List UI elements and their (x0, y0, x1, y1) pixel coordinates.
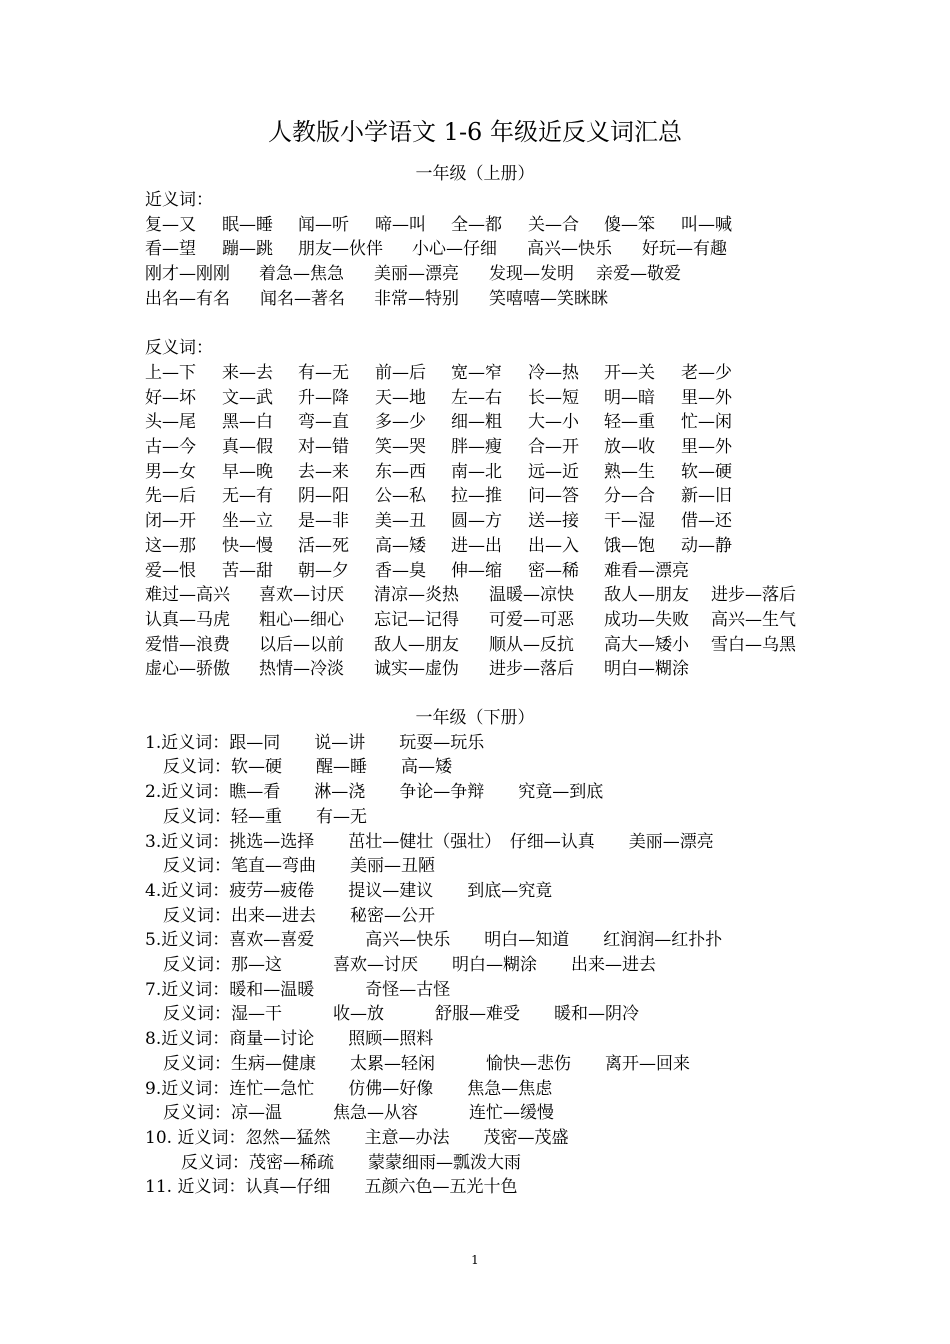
word-pair: 合—开 (528, 437, 579, 457)
word-pair: 饿—饱 (604, 535, 655, 556)
word-pair: 非常—特别 (374, 288, 459, 309)
antonym-entry: 反义词：出来—进去 秘密—公开 (163, 905, 435, 926)
word-pair: 喜欢—讨厌 (259, 585, 344, 606)
word-pair: 美丽—漂亮 (374, 264, 459, 285)
word-pair: 香—臭 (375, 560, 426, 581)
page-number: 1 (471, 1253, 479, 1267)
antonym-row (0, 559, 950, 584)
word-pair: 笑嘻嘻—笑眯眯 (489, 288, 608, 309)
antonym-label: 反义词： (145, 338, 213, 359)
word-pair: 干—湿 (604, 511, 655, 532)
synonym-row (0, 213, 950, 238)
word-pair: 升—降 (298, 387, 349, 408)
word-pair: 有—无 (298, 362, 349, 383)
word-pair: 伸—缩 (451, 560, 502, 581)
word-pair: 前—后 (375, 362, 426, 383)
word-pair: 宽—窄 (451, 362, 502, 383)
antonym-row (0, 410, 950, 435)
word-pair: 弯—直 (298, 412, 349, 433)
word-pair: 爱—恨 (145, 560, 196, 581)
word-pair: 冷—热 (528, 362, 579, 383)
word-pair: 长—短 (528, 387, 579, 408)
word-pair: 头—尾 (145, 412, 196, 433)
word-pair: 明—暗 (604, 387, 655, 408)
word-pair: 里—外 (681, 437, 732, 457)
word-pair: 忙—闲 (681, 412, 732, 433)
word-pair: 拉—推 (451, 486, 502, 507)
word-pair: 明白—糊涂 (604, 659, 689, 680)
word-pair: 先—后 (145, 486, 196, 507)
document-title: 人教版小学语文 1-6 年级近反义词汇总 (268, 118, 682, 146)
word-pair: 高大—矮小 (604, 634, 689, 655)
synonym-entry: 1.近义词：跟—同 说—讲 玩耍—玩乐 (145, 732, 485, 753)
antonym-row (0, 484, 950, 509)
word-pair: 粗心—细心 (259, 609, 344, 630)
antonym-entry: 反义词：那—这 喜欢—讨厌 明白—糊涂 出来—进去 (163, 955, 656, 975)
word-pair: 高兴—快乐 (527, 239, 612, 260)
antonym-row (0, 534, 950, 559)
word-pair: 真—假 (222, 437, 273, 457)
word-pair: 无—有 (222, 486, 273, 507)
word-pair: 男—女 (145, 461, 196, 482)
word-pair: 亲爱—敬爱 (596, 264, 681, 285)
synonym-row (0, 237, 950, 262)
antonym-row (0, 460, 950, 485)
antonym-entry: 反义词：凉—温 焦急—从容 连忙—缓慢 (163, 1103, 554, 1124)
antonym-row (0, 435, 950, 460)
antonym-entry: 反义词：笔直—弯曲 美丽—丑陋 (163, 856, 435, 877)
word-pair: 黑—白 (222, 412, 273, 433)
word-pair: 忘记—记得 (374, 609, 459, 630)
antonym-entry: 反义词：软—硬 醒—睡 高—矮 (163, 757, 452, 778)
word-pair: 全—都 (451, 214, 502, 235)
word-pair: 眠—睡 (222, 214, 273, 235)
word-pair: 笑—哭 (375, 437, 426, 457)
word-pair: 闻名—著名 (260, 288, 345, 309)
word-pair: 叫—喊 (681, 214, 732, 235)
synonym-entry: 3.近义词：挑选—选择 茁壮—健壮（强壮） 仔细—认真 美丽—漂亮 (145, 831, 714, 852)
word-pair: 蹦—跳 (222, 239, 273, 260)
antonym-row (0, 583, 950, 608)
word-pair: 着急—焦急 (259, 264, 344, 285)
word-pair: 出—入 (528, 535, 579, 556)
word-pair: 天—地 (375, 387, 426, 408)
word-pair: 进—出 (451, 535, 502, 556)
word-pair: 快—慢 (222, 535, 273, 556)
word-pair: 傻—笨 (604, 214, 655, 235)
word-pair: 软—硬 (681, 461, 732, 482)
antonym-row (0, 657, 950, 682)
word-pair: 闭—开 (145, 511, 196, 532)
word-pair: 闻—听 (298, 214, 349, 235)
word-pair: 高—矮 (375, 535, 426, 556)
word-pair: 送—接 (528, 511, 579, 532)
word-pair: 关—合 (528, 214, 579, 235)
word-pair: 南—北 (451, 461, 502, 482)
word-pair: 温暖—凉快 (489, 585, 574, 606)
antonym-row (0, 361, 950, 386)
synonym-row (0, 287, 950, 312)
word-pair: 胖—瘦 (451, 437, 502, 457)
word-pair: 借—还 (681, 511, 732, 532)
word-pair: 是—非 (298, 511, 349, 532)
synonym-label: 近义词： (145, 190, 213, 210)
word-pair: 清凉—炎热 (374, 585, 459, 606)
word-pair: 成功—失败 (604, 609, 689, 630)
word-pair: 去—来 (298, 461, 349, 482)
word-pair: 分—合 (604, 486, 655, 507)
antonym-entry: 反义词：生病—健康 太累—轻闲 愉快—悲伤 离开—回来 (163, 1053, 690, 1074)
word-pair: 放—收 (604, 437, 655, 457)
word-pair: 来—去 (222, 362, 273, 383)
word-pair: 认真—马虎 (145, 609, 230, 630)
synonym-entry: 5.近义词：喜欢—喜爱 高兴—快乐 明白—知道 红润润—红扑扑 (145, 930, 723, 951)
word-pair: 问—答 (528, 486, 579, 507)
word-pair: 开—关 (604, 362, 655, 383)
word-pair: 热情—冷淡 (259, 659, 344, 680)
word-pair: 活—死 (298, 535, 349, 556)
word-pair: 上—下 (145, 362, 196, 383)
word-pair: 出名—有名 (145, 288, 230, 309)
word-pair: 难看—漂亮 (604, 560, 689, 581)
word-pair: 远—近 (528, 461, 579, 482)
word-pair: 里—外 (681, 387, 732, 408)
word-pair: 东—西 (375, 461, 426, 482)
word-pair: 高兴—生气 (711, 609, 796, 630)
word-pair: 新—旧 (681, 486, 732, 507)
word-pair: 这—那 (145, 535, 196, 556)
word-pair: 以后—以前 (259, 634, 344, 655)
word-pair: 公—私 (375, 486, 426, 507)
word-pair: 刚才—刚刚 (145, 264, 230, 285)
word-pair: 敌人—朋友 (604, 585, 689, 606)
word-pair: 轻—重 (604, 412, 655, 433)
word-pair: 爱惜—浪费 (145, 634, 230, 655)
antonym-row (0, 386, 950, 411)
word-pair: 朝—夕 (298, 560, 349, 581)
word-pair: 看—望 (145, 239, 196, 260)
synonym-entry: 7.近义词：暖和—温暖 奇怪—古怪 (145, 979, 451, 1000)
word-pair: 动—静 (681, 535, 732, 556)
word-pair: 美—丑 (375, 511, 426, 532)
section-heading-grade1-upper: 一年级（上册） (415, 164, 535, 184)
synonym-entry: 9.近义词：连忙—急忙 仿佛—好像 焦急—焦虑 (145, 1078, 553, 1099)
word-pair: 敌人—朋友 (374, 634, 459, 655)
word-pair: 坐—立 (222, 511, 273, 532)
word-pair: 圆—方 (451, 511, 502, 532)
synonym-entry: 11. 近义词：认真—仔细 五颜六色—五光十色 (145, 1177, 518, 1198)
word-pair: 对—错 (298, 437, 349, 457)
word-pair: 发现—发明 (489, 264, 574, 285)
word-pair: 雪白—乌黑 (711, 634, 796, 655)
word-pair: 小心—仔细 (412, 239, 497, 260)
section-heading-grade1-lower: 一年级（下册） (415, 708, 535, 728)
antonym-row (0, 608, 950, 633)
word-pair: 诚实—虚伪 (374, 659, 459, 680)
synonym-entry: 4.近义词：疲劳—疲倦 提议—建议 到底—究竟 (145, 880, 553, 901)
word-pair: 可爱—可恶 (489, 609, 574, 630)
word-pair: 进步—落后 (489, 659, 574, 680)
word-pair: 朋友—伙伴 (298, 239, 383, 260)
word-pair: 阴—阳 (298, 486, 349, 507)
word-pair: 熟—生 (604, 461, 655, 482)
word-pair: 古—今 (145, 437, 196, 457)
word-pair: 老—少 (681, 362, 732, 383)
word-pair: 虚心—骄傲 (145, 659, 230, 680)
word-pair: 进步—落后 (711, 585, 796, 606)
antonym-entry: 反义词：茂密—稀疏 蒙蒙细雨—瓢泼大雨 (181, 1152, 521, 1173)
synonym-entry: 2.近义词：瞧—看 淋—浇 争论—争辩 究竟—到底 (145, 782, 604, 803)
word-pair: 早—晚 (222, 461, 273, 482)
antonym-row (0, 509, 950, 534)
word-pair: 好玩—有趣 (642, 239, 727, 260)
word-pair: 密—稀 (528, 560, 579, 581)
word-pair: 文—武 (222, 387, 273, 408)
synonym-entry: 8.近义词：商量—讨论 照顾—照料 (145, 1029, 434, 1050)
word-pair: 难过—高兴 (145, 585, 230, 606)
word-pair: 啼—叫 (375, 214, 426, 235)
word-pair: 细—粗 (451, 412, 502, 433)
word-pair: 多—少 (375, 412, 426, 433)
synonym-row (0, 262, 950, 287)
word-pair: 苦—甜 (222, 560, 273, 581)
word-pair: 顺从—反抗 (489, 634, 574, 655)
word-pair: 左—右 (451, 387, 502, 408)
word-pair: 大—小 (528, 412, 579, 433)
antonym-row (0, 633, 950, 658)
synonym-entry: 10. 近义词：忽然—猛然 主意—办法 茂密—茂盛 (145, 1127, 569, 1148)
word-pair: 复—又 (145, 214, 196, 235)
antonym-entry: 反义词：湿—干 收—放 舒服—难受 暖和—阴冷 (163, 1004, 639, 1025)
word-pair: 好—坏 (145, 387, 196, 408)
antonym-entry: 反义词：轻—重 有—无 (163, 806, 367, 827)
